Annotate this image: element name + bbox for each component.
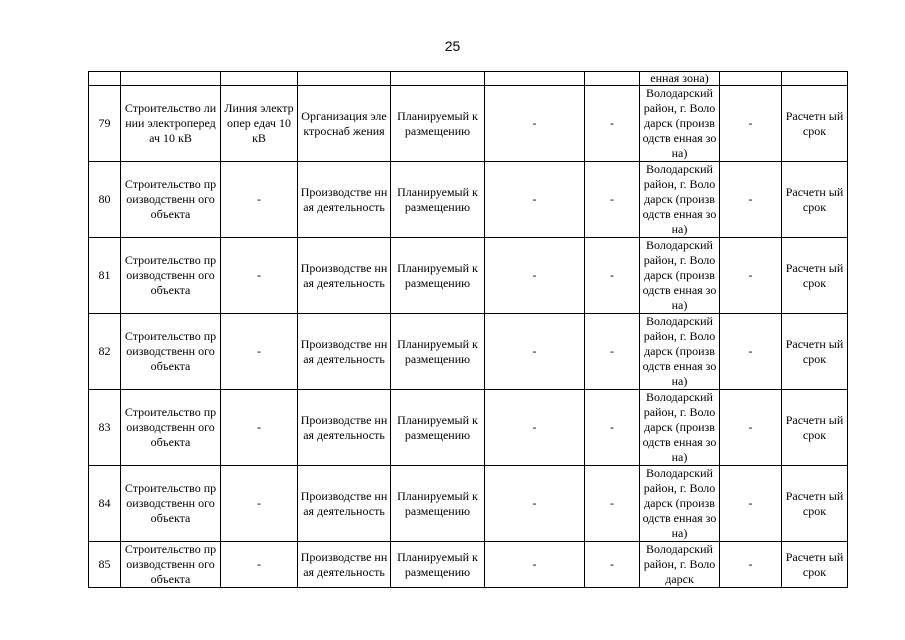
table-cell [485, 72, 585, 86]
location-cell: Володарский район, г. Володарск (производств енная зона) [640, 238, 720, 314]
term-cell: Расчетн ый срок [782, 314, 848, 390]
table-cell: - [585, 466, 640, 542]
table-cell [298, 72, 391, 86]
location-cell: Володарский район, г. Володарск (производств енная зона) [640, 466, 720, 542]
table-cell: - [585, 86, 640, 162]
table-cell: - [585, 390, 640, 466]
table-cell [121, 72, 221, 86]
status-cell: Планируемый к размещению [391, 238, 485, 314]
continuation-row [89, 72, 848, 86]
table-cell: - [585, 314, 640, 390]
table-row [89, 314, 848, 390]
term-cell: Расчетн ый срок [782, 86, 848, 162]
table-cell: - [485, 162, 585, 238]
object-name-cell: Строительство производственн ого объекта [121, 466, 221, 542]
status-cell: Планируемый к размещению [391, 314, 485, 390]
table-cell [391, 72, 485, 86]
object-name-cell: Строительство производственн ого объекта [121, 162, 221, 238]
table-cell: - [720, 390, 782, 466]
object-type-cell: - [221, 542, 298, 588]
table-row [89, 390, 848, 466]
table-cell: - [485, 390, 585, 466]
table-cell: - [585, 542, 640, 588]
table-cell: енная зона) [640, 72, 720, 86]
table-cell: - [485, 86, 585, 162]
object-type-cell: - [221, 314, 298, 390]
location-cell: Володарский район, г. Володарск (производств енная зона) [640, 86, 720, 162]
object-name-cell: Строительство производственн ого объекта [121, 314, 221, 390]
object-type-cell: - [221, 238, 298, 314]
table-cell: - [585, 238, 640, 314]
location-cell: Володарский район, г. Володарск (производств енная зона) [640, 162, 720, 238]
purpose-cell: Производстве нная деятельность [298, 390, 391, 466]
purpose-cell: Организация электроснаб жения [298, 86, 391, 162]
status-cell: Планируемый к размещению [391, 390, 485, 466]
table-row [89, 86, 848, 162]
term-cell: Расчетн ый срок [782, 390, 848, 466]
table-cell: - [485, 314, 585, 390]
purpose-cell: Производстве нная деятельность [298, 314, 391, 390]
table-row [89, 466, 848, 542]
row-number-cell: 84 [89, 466, 121, 542]
object-name-cell: Строительство производственн ого объекта [121, 542, 221, 588]
table-cell: - [720, 238, 782, 314]
term-cell: Расчетн ый срок [782, 162, 848, 238]
table-cell [720, 72, 782, 86]
term-cell: Расчетн ый срок [782, 542, 848, 588]
object-type-cell: - [221, 466, 298, 542]
status-cell: Планируемый к размещению [391, 542, 485, 588]
row-number-cell: 83 [89, 390, 121, 466]
table-row [89, 542, 848, 588]
object-name-cell: Строительство линии электропередач 10 кВ [121, 86, 221, 162]
purpose-cell: Производстве нная деятельность [298, 542, 391, 588]
status-cell: Планируемый к размещению [391, 162, 485, 238]
purpose-cell: Производстве нная деятельность [298, 162, 391, 238]
purpose-cell: Производстве нная деятельность [298, 238, 391, 314]
table-cell [782, 72, 848, 86]
row-number-cell: 79 [89, 86, 121, 162]
table-row [89, 238, 848, 314]
table-cell: - [720, 314, 782, 390]
table-cell: - [485, 466, 585, 542]
row-number-cell: 82 [89, 314, 121, 390]
location-cell: Володарский район, г. Володарск (производств енная зона) [640, 390, 720, 466]
table-cell: - [585, 162, 640, 238]
object-type-cell: - [221, 390, 298, 466]
table-cell [221, 72, 298, 86]
term-cell: Расчетн ый срок [782, 466, 848, 542]
purpose-cell: Производстве нная деятельность [298, 466, 391, 542]
table-cell [89, 72, 121, 86]
row-number-cell: 81 [89, 238, 121, 314]
object-type-cell: Линия электропер едач 10 кВ [221, 86, 298, 162]
table-cell: - [720, 162, 782, 238]
row-number-cell: 85 [89, 542, 121, 588]
objects-table [88, 71, 848, 588]
row-number-cell: 80 [89, 162, 121, 238]
table-cell: - [485, 542, 585, 588]
page-number: 25 [444, 38, 461, 54]
term-cell: Расчетн ый срок [782, 238, 848, 314]
table-cell: - [720, 86, 782, 162]
object-name-cell: Строительство производственн ого объекта [121, 390, 221, 466]
table-cell: - [485, 238, 585, 314]
status-cell: Планируемый к размещению [391, 466, 485, 542]
table-cell [585, 72, 640, 86]
status-cell: Планируемый к размещению [391, 86, 485, 162]
table-row [89, 162, 848, 238]
table-cell: - [720, 542, 782, 588]
object-type-cell: - [221, 162, 298, 238]
location-cell: Володарский район, г. Володарск (производств енная зона) [640, 314, 720, 390]
location-cell: Володарский район, г. Володарск [640, 542, 720, 588]
object-name-cell: Строительство производственн ого объекта [121, 238, 221, 314]
table-cell: - [720, 466, 782, 542]
